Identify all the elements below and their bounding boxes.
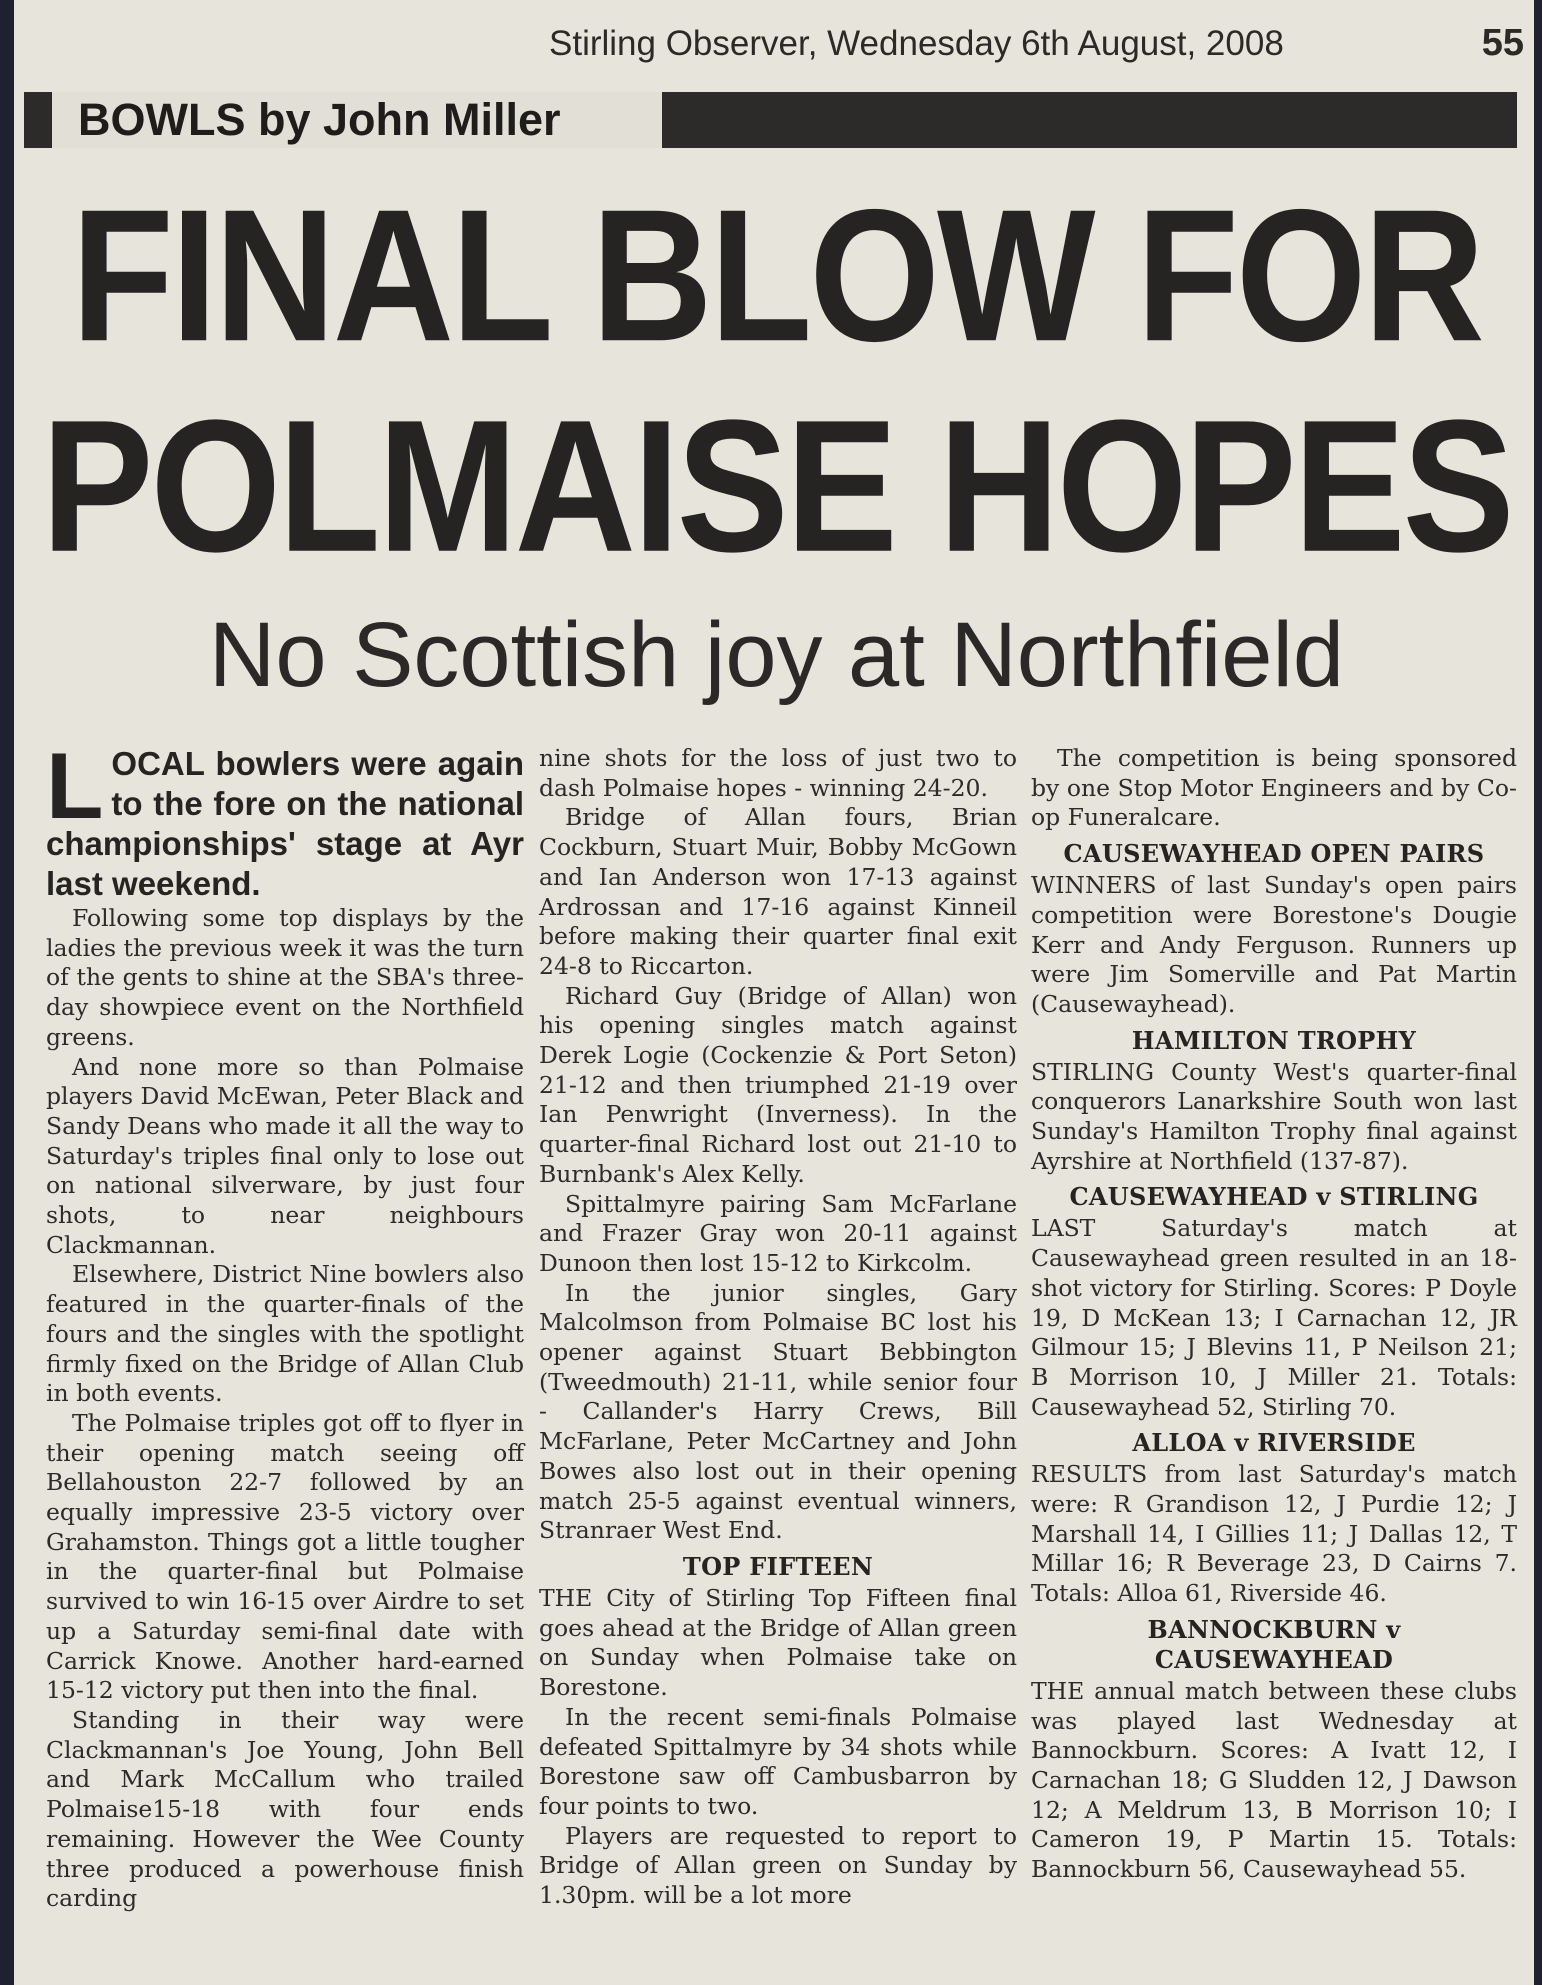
article-paragraph: nine shots for the loss of just two to dash Polmaise hopes - winning 24-20.	[539, 744, 1017, 802]
subheading-top-fifteen: TOP FIFTEEN	[682, 1551, 874, 1581]
drop-cap: L	[46, 733, 104, 838]
page-number: 55	[1481, 22, 1524, 64]
article-paragraph: Following some top displays by the ladies the previous week it was the turn of the gents to shine at the SBA's three-day showpiece event on the Northfield greens.	[46, 904, 524, 1051]
article-paragraph: In the junior singles, Gary Malcolmson from Polmaise BC lost his opener against Stuart Bebbington (Tweedmouth) 21-11, while senior four - Callander's Harry Crews, Bill McFarlane, Peter McCartney and John Bowes also lost out in their opening match 25-5 against eventual winners, Stranraer West End.	[539, 1278, 1017, 1545]
article-paragraph: LAST Saturday's match at Causewayhead green resulted in an 18-shot victory for Stirling. Scores: P Doyle 19, D McKean 13; I Carnachan 12, JR Gilmour 15; J Blevins 11, P Neilson 21; B Morrison 10, J Miller 21. Totals: Causewayhead 52, Stirling 70.	[1031, 1214, 1517, 1421]
article-column-3	[1031, 744, 1517, 1885]
article-paragraph: Elsewhere, District Nine bowlers also featured in the quarter-finals of the fours and the singles with the spotlight firmly fixed on the Bridge of Allan Club in both events.	[46, 1260, 524, 1408]
article-paragraph: In the recent semi-finals Polmaise defeated Spittalmyre by 34 shots while Borestone saw off Cambusbarron by four points to two.	[539, 1702, 1017, 1820]
headline-line-1: FINAL BLOW FOR	[71, 170, 1482, 381]
article-paragraph: THE annual match between these clubs was played last Wednesday at Bannockburn. Scores: A Ivatt 12, I Carnachan 18; G Sludden 12, J Dawson 12; A Meldrum 13, B Morrison 10; I Cameron 19, P Martin 15. Totals: Bannockburn 56, Causewayhead 55.	[1031, 1676, 1517, 1884]
article-column-1	[46, 733, 524, 1914]
article-paragraph: Richard Guy (Bridge of Allan) won his opening singles match against Derek Logie (Cockenzie & Port Seton) 21-12 and then triumphed 21-19 over Ian Penwright (Inverness). In the quarter-final Richard lost out 21-10 to Burnbank's Alex Kelly.	[539, 981, 1017, 1188]
headline-line-2: POLMAISE HOPES	[41, 380, 1512, 592]
subheading-hamilton-trophy: HAMILTON TROPHY	[1131, 1025, 1417, 1055]
headline	[34, 170, 1519, 591]
article-paragraph: The Polmaise triples got off to flyer in their opening match seeing off Bellahouston 22-7 followed by an equally impressive 23-5 victory over Grahamston. Things got a little tougher in the quarter-final but Polmaise survived to win 16-15 over Airdre to set up a Saturday semi-final date with Carrick Knowe. Another hard-earned 15-12 victory put then into the final.	[46, 1408, 524, 1705]
article-paragraph: Spittalmyre pairing Sam McFarlane and Frazer Gray won 20-11 against Dunoon then lost 15-12 to Kirkcolm.	[539, 1189, 1017, 1277]
subheadline: No Scottish joy at Northfield	[208, 604, 1345, 706]
article-column-2	[539, 744, 1017, 1911]
lead-paragraph	[46, 733, 524, 904]
subheading-causewayhead-v-stirling: CAUSEWAYHEAD v STIRLING	[1069, 1182, 1479, 1212]
section-label: BOWLS by John Miller	[78, 94, 561, 145]
subheading-line-2: CAUSEWAYHEAD	[1154, 1644, 1394, 1674]
lead-text: OCAL bowlers were again to the fore on the national championships' stage at Ayr last weekend.	[46, 745, 524, 902]
subheading-line-1: BANNOCKBURN v	[1147, 1614, 1401, 1644]
subheading-causewayhead-open-pairs: CAUSEWAYHEAD OPEN PAIRS	[1063, 839, 1485, 869]
newspaper-page	[14, 0, 1534, 1985]
article-paragraph: Bridge of Allan fours, Brian Cockburn, Stuart Muir, Bobby McGown and Ian Anderson won 17-13 against Ardrossan and 17-16 against Kinneil before making their quarter final exit 24-8 to Riccarton.	[539, 803, 1017, 980]
section-tab	[52, 92, 662, 148]
subheading-bannockburn-v-causewayhead	[1031, 1615, 1517, 1675]
article-paragraph: The competition is being sponsored by one Stop Motor Engineers and by Co-op Funeralcare.	[1031, 744, 1517, 832]
article-paragraph: RESULTS from last Saturday's match were: R Grandison 12, J Purdie 12; J Marshall 14, I Gillies 11; J Dallas 12, T Millar 16; R Beverage 23, D Cairns 7. Totals: Alloa 61, Riverside 46.	[1031, 1460, 1517, 1608]
article-paragraph: THE City of Stirling Top Fifteen final goes ahead at the Bridge of Allan green on Sunday when Polmaise take on Borestone.	[539, 1583, 1017, 1702]
article-paragraph: And none more so than Polmaise players David McEwan, Peter Black and Sandy Deans who made it all the way to Saturday's triples final only to lose out on national silverware, by just four shots, to near neighbours Clackmannan.	[46, 1052, 524, 1259]
section-bar	[24, 92, 1517, 148]
article-paragraph: Standing in their way were Clackmannan's Joe Young, John Bell and Mark McCallum who trailed Polmaise15-18 with four ends remaining. However the Wee County three produced a powerhouse finish carding	[46, 1705, 524, 1913]
article-paragraph: STIRLING County West's quarter-final conquerors Lanarkshire South won last Sunday's Hamilton Trophy final against Ayrshire at Northfield (137-87).	[1031, 1057, 1517, 1175]
masthead-dateline: Stirling Observer, Wednesday 6th August, 2008	[549, 24, 1284, 63]
subheading-alloa-v-riverside: ALLOA v RIVERSIDE	[1132, 1428, 1416, 1458]
article-paragraph: WINNERS of last Sunday's open pairs competition were Borestone's Dougie Kerr and Andy Ferguson. Runners up were Jim Somerville and Pat Martin (Causewayhead).	[1031, 871, 1517, 1018]
article-paragraph: Players are requested to report to Bridge of Allan green on Sunday by 1.30pm. will be a lot more	[539, 1821, 1017, 1910]
